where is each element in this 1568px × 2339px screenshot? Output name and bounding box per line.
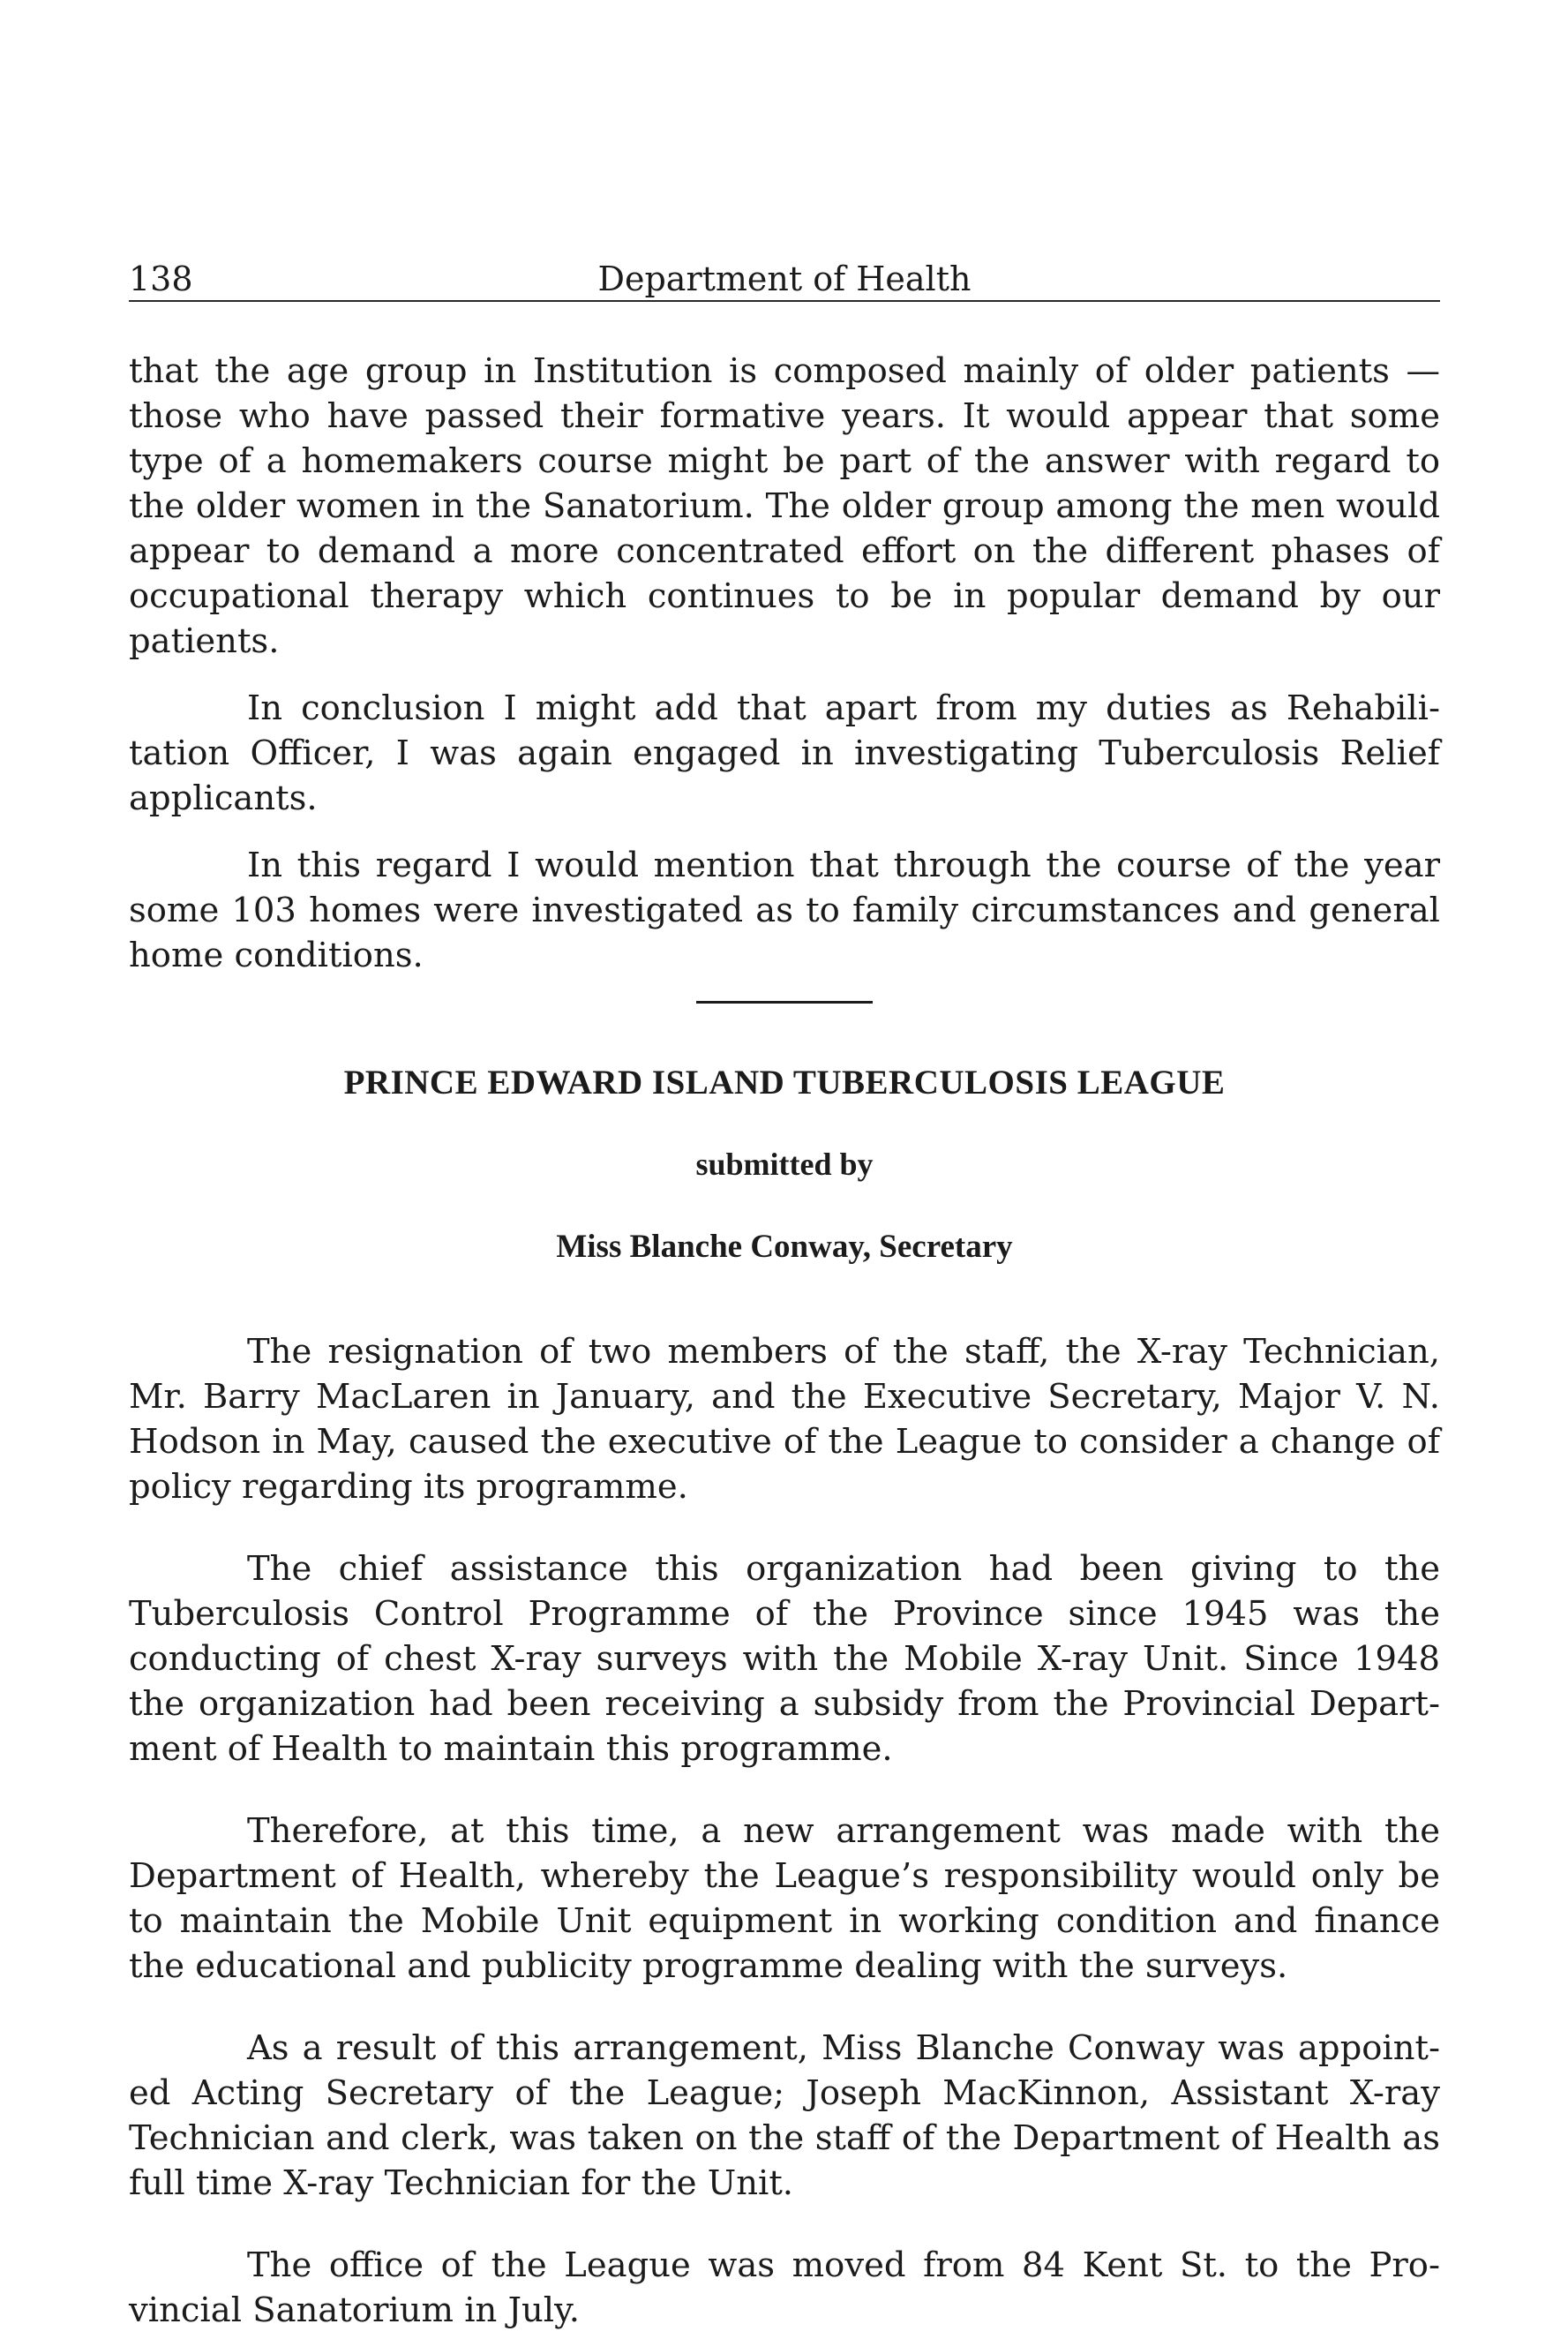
author-line: Miss Blanche Conway, Secretary [556,1229,1013,1265]
submitted-by-line: submitted by [695,1147,874,1182]
paragraph: Therefore, at this time, a new arrangement was made with the Department of Health, whereby the League’s responsibility would only be to maintain the Mobile Unit equipment in working condition and finance the educational and publicity programme dealing with the surveys. [129,1811,1440,1986]
running-head: Department of Health [597,259,972,298]
page-body [129,349,1440,2333]
paragraph: As a result of this arrangement, Miss Blanche Conway was appointed Acting Secretary of the League; Joseph MacKinnon, Assistant X-ray Technician and clerk, was taken on the staff of the Department of Health as full time X-ray Technician for the Unit. [129,2028,1440,2203]
page-header [129,258,1440,302]
section-title: PRINCE EDWARD ISLAND TUBERCULOSIS LEAGUE [343,1064,1226,1102]
page-number: 138 [129,259,193,298]
paragraph: The chief assistance this organization had been giving to the Tuberculosis Control Programme of the Province since 1945 was the conducting of chest X-ray surveys with the Mobile X-ray Unit. Since 1948 the organization had been receiving a subsidy from the Provincial Department of Health to maintain this programme. [129,1549,1440,1769]
paragraph: that the age group in Institution is composed mainly of older patients — those who have passed their formative years. It would appear that some type of a homemakers course might be part of the answer with regard to the older women in the Sanatorium. The older group among the men would appear to demand a more concentrated effort on the different phases of occupational therapy which continues to be in popular demand by our patients. [129,351,1440,661]
paragraph: In conclusion I might add that apart from my duties as Rehabilitation Officer, I was again engaged in investigating Tuberculosis Relief applicants. [129,688,1440,818]
paragraph: The office of the League was moved from 84 Kent St. to the Provincial Sanatorium in July. [129,2245,1440,2330]
paragraph: The resignation of two members of the staff, the X-ray Technician, Mr. Barry MacLaren in January, and the Executive Secretary, Major V. N. Hodson in May, caused the executive of the League to consider a change of policy regarding its programme. [129,1332,1440,1507]
section-divider [696,1001,873,1004]
paragraph: In this regard I would mention that through the course of the year some 103 homes were investigated as to family circumstances and general home conditions. [129,846,1440,975]
